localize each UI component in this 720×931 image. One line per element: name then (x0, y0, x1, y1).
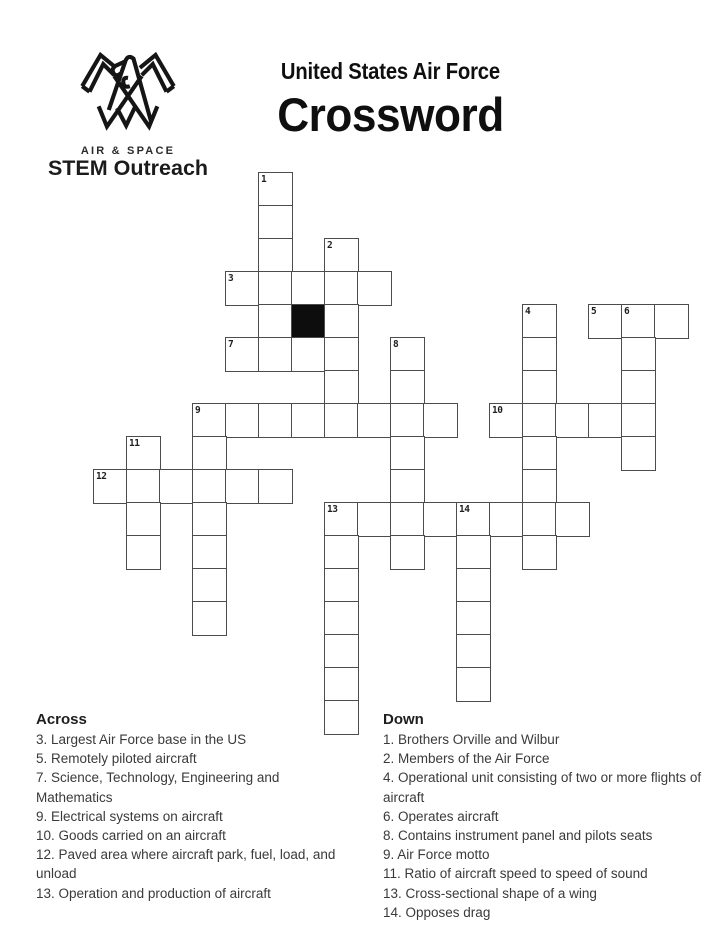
grid-cell[interactable] (390, 535, 425, 570)
grid-cell[interactable] (192, 436, 227, 471)
brand-stem-outreach: STEM Outreach (47, 156, 209, 180)
cell-number-12: 12 (96, 471, 107, 482)
grid-cell[interactable] (324, 535, 359, 570)
grid-cell[interactable] (522, 436, 557, 471)
grid-cell[interactable] (258, 304, 293, 339)
grid-cell[interactable] (258, 238, 293, 273)
grid-cell[interactable] (258, 469, 293, 504)
cell-number-4: 4 (525, 306, 531, 317)
grid-cell[interactable] (489, 502, 524, 537)
grid-cell[interactable] (423, 502, 458, 537)
grid-cell[interactable] (258, 271, 293, 306)
across-clue-list (36, 730, 348, 903)
across-header: Across (36, 711, 87, 728)
clue-down-2: 2. Members of the Air Force (383, 751, 550, 767)
grid-cell[interactable] (324, 337, 359, 372)
cell-number-8: 8 (393, 339, 399, 350)
grid-cell[interactable] (621, 370, 656, 405)
grid-cell[interactable] (258, 403, 293, 438)
clue-down-13: 13. Cross-sectional shape of a wing (383, 885, 597, 901)
grid-cell[interactable] (192, 469, 227, 504)
grid-cell[interactable] (192, 535, 227, 570)
grid-cell[interactable] (489, 403, 524, 438)
cell-number-9: 9 (195, 405, 201, 416)
grid-cell[interactable] (621, 436, 656, 471)
grid-cell[interactable] (456, 667, 491, 702)
grid-cell[interactable] (324, 601, 359, 636)
grid-cell[interactable] (522, 304, 557, 339)
grid-cell[interactable] (291, 271, 326, 306)
grid-cell[interactable] (357, 502, 392, 537)
grid-cell[interactable] (324, 370, 359, 405)
grid-cell[interactable] (456, 568, 491, 603)
grid-black-cell (291, 304, 326, 339)
clue-down-9: 9. Air Force motto (383, 847, 490, 863)
grid-cell[interactable] (192, 502, 227, 537)
brand-air-and-space: AIR & SPACE (80, 145, 176, 157)
grid-cell[interactable] (126, 502, 161, 537)
grid-cell[interactable] (225, 337, 260, 372)
grid-cell[interactable] (522, 469, 557, 504)
grid-cell[interactable] (555, 403, 590, 438)
grid-cell[interactable] (390, 337, 425, 372)
down-header: Down (383, 711, 424, 728)
grid-cell[interactable] (621, 403, 656, 438)
grid-cell[interactable] (555, 502, 590, 537)
cell-number-2: 2 (327, 240, 333, 251)
down-clue-list (383, 730, 705, 922)
grid-cell[interactable] (291, 403, 326, 438)
grid-cell[interactable] (192, 601, 227, 636)
grid-cell[interactable] (390, 370, 425, 405)
crossword-grid (93, 172, 689, 735)
cell-number-5: 5 (591, 306, 597, 317)
grid-cell[interactable] (291, 337, 326, 372)
grid-cell[interactable] (456, 502, 491, 537)
grid-cell[interactable] (93, 469, 128, 504)
grid-cell[interactable] (324, 634, 359, 669)
grid-cell[interactable] (324, 271, 359, 306)
grid-cell[interactable] (390, 469, 425, 504)
grid-cell[interactable] (258, 205, 293, 240)
clue-across-5: 5. Remotely piloted aircraft (36, 751, 197, 767)
grid-cell[interactable] (522, 403, 557, 438)
title-crossword: Crossword (276, 88, 504, 141)
cell-number-1: 1 (261, 174, 267, 185)
cell-number-11: 11 (129, 438, 140, 449)
grid-cell[interactable] (357, 403, 392, 438)
cell-number-14: 14 (459, 504, 470, 515)
grid-cell[interactable] (390, 502, 425, 537)
grid-cell[interactable] (522, 370, 557, 405)
grid-cell[interactable] (390, 436, 425, 471)
grid-cell[interactable] (126, 436, 161, 471)
grid-cell[interactable] (621, 304, 656, 339)
grid-cell[interactable] (621, 337, 656, 372)
grid-cell[interactable] (654, 304, 689, 339)
grid-cell[interactable] (324, 667, 359, 702)
clue-across-3: 3. Largest Air Force base in the US (36, 732, 247, 747)
grid-cell[interactable] (225, 403, 260, 438)
grid-cell[interactable] (390, 403, 425, 438)
eagle-star-logo-icon (73, 47, 183, 140)
clue-down-8: 8. Contains instrument panel and pilots seats (383, 828, 653, 844)
down-clues-section (383, 710, 705, 922)
grid-cell[interactable] (225, 469, 260, 504)
grid-cell[interactable] (258, 172, 293, 207)
across-clues-section (36, 710, 348, 903)
title-united-states-air-force: United States Air Force (280, 58, 500, 84)
grid-cell[interactable] (126, 535, 161, 570)
grid-cell[interactable] (456, 601, 491, 636)
cell-number-7: 7 (228, 339, 234, 350)
cell-number-13: 13 (327, 504, 338, 515)
clue-down-14: 14. Opposes drag (383, 904, 491, 920)
grid-cell[interactable] (258, 337, 293, 372)
grid-cell[interactable] (357, 271, 392, 306)
clue-down-4: 4. Operational unit consisting of two or more flights of aircraft (383, 770, 702, 805)
grid-cell[interactable] (324, 238, 359, 273)
clue-down-6: 6. Operates aircraft (383, 808, 499, 824)
cell-number-10: 10 (492, 405, 503, 416)
grid-cell[interactable] (192, 403, 227, 438)
grid-cell[interactable] (522, 502, 557, 537)
grid-cell[interactable] (423, 403, 458, 438)
grid-cell[interactable] (588, 304, 623, 339)
grid-cell[interactable] (588, 403, 623, 438)
clue-across-9: 9. Electrical systems on aircraft (36, 808, 223, 824)
cell-number-6: 6 (624, 306, 630, 317)
title-block (240, 58, 540, 142)
clue-across-10: 10. Goods carried on an aircraft (36, 828, 226, 844)
grid-cell[interactable] (522, 337, 557, 372)
clue-down-1: 1. Brothers Orville and Wilbur (383, 732, 560, 747)
grid-cell[interactable] (192, 568, 227, 603)
grid-cell[interactable] (126, 469, 161, 504)
clue-across-12: 12. Paved area where aircraft park, fuel, load, and unload (36, 847, 336, 882)
grid-cell[interactable] (324, 502, 359, 537)
grid-cell[interactable] (522, 535, 557, 570)
grid-cell[interactable] (324, 403, 359, 438)
grid-cell[interactable] (324, 304, 359, 339)
clue-across-13: 13. Operation and production of aircraft (36, 885, 271, 901)
clue-across-7: 7. Science, Technology, Engineering and Mathematics (36, 770, 280, 805)
clue-down-11: 11. Ratio of aircraft speed to speed of sound (383, 866, 648, 882)
cell-number-3: 3 (228, 273, 234, 284)
grid-cell[interactable] (225, 271, 260, 306)
grid-cell[interactable] (456, 634, 491, 669)
grid-cell[interactable] (324, 568, 359, 603)
grid-cell[interactable] (159, 469, 194, 504)
grid-cell[interactable] (456, 535, 491, 570)
